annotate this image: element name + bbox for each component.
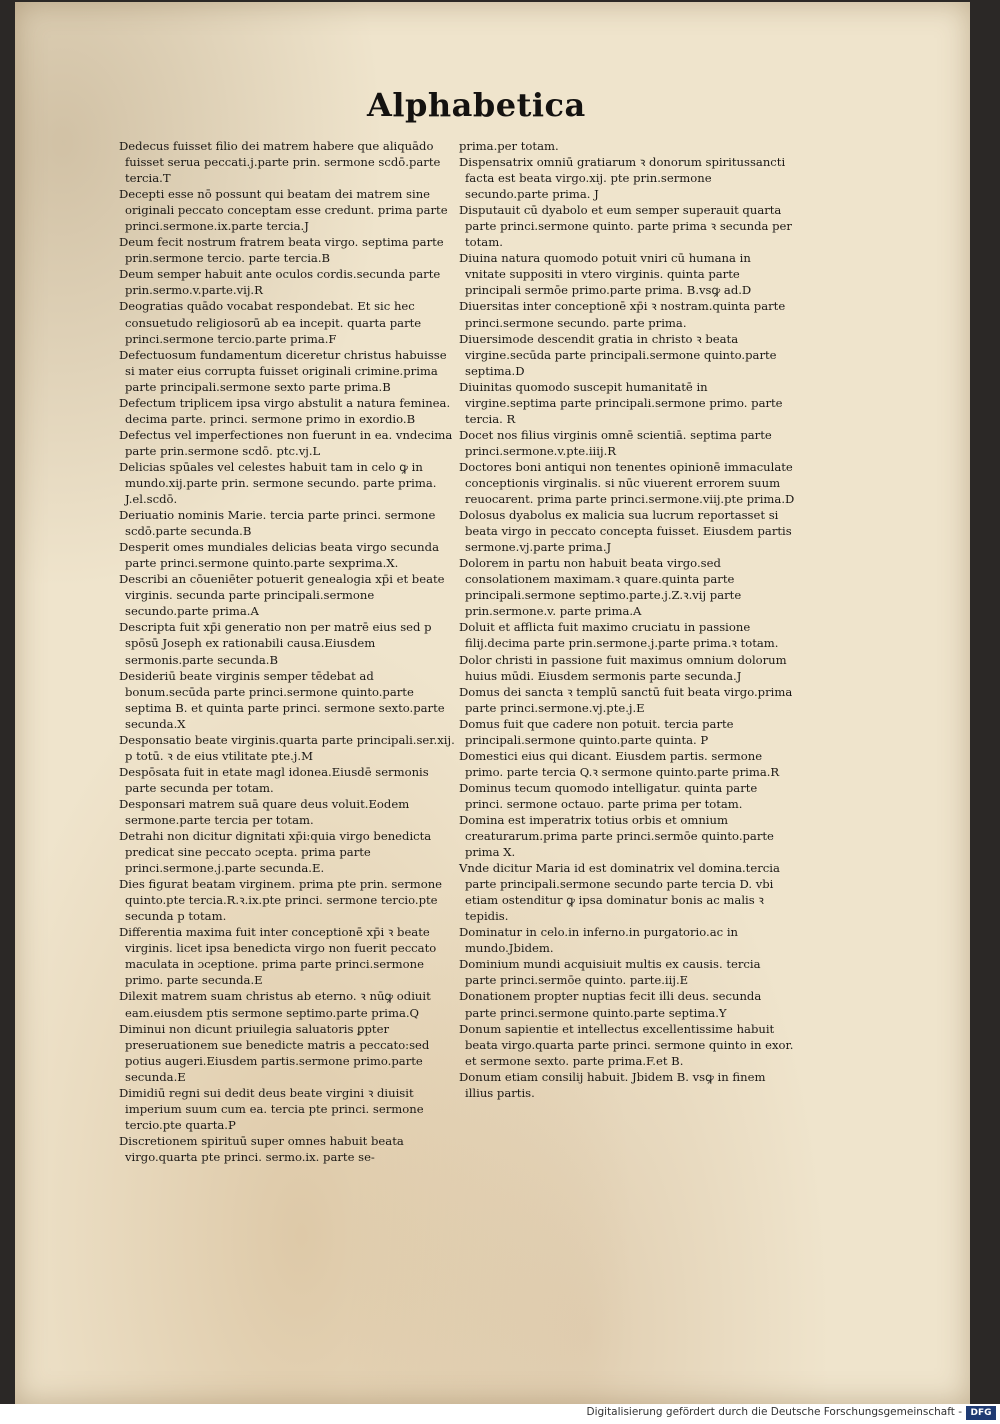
right-column [459, 138, 795, 1101]
index-entry: Dominatur in celo.in inferno.in purgatorio.ac in mundo.Jbidem. [459, 925, 738, 956]
index-entry: Diuersitas inter conceptionē xp̄i ꝛ nostram.quinta parte princi.sermone secundo. parte prima. [459, 299, 786, 330]
index-entry: Delicias spūales vel celestes habuit tam in celo ꝙ in mundo.xij.parte prin. sermone secundo. parte prima. J.el.scdō. [119, 459, 437, 507]
index-entry: Domestici eius qui dicant. Eiusdem partis. sermone primo. parte tercia Q.ꝛ sermone quinto.parte prima.R [459, 748, 780, 779]
index-entry: Diuina natura quomodo potuit vniri cū humana in vnitate suppositi in vtero virginis. quinta parte principali sermōe primo.parte prima. B.vsꝙ ad.D [459, 251, 752, 298]
index-entry: Defectum triplicem ipsa virgo abstulit a natura feminea. decima parte. princi. sermone primo in exordio.B [119, 395, 451, 426]
index-entry: Discretionem spirituū super omnes habuit beata virgo.quarta pte princi. sermo.ix. parte se- [119, 1133, 404, 1164]
index-entry: Dolor christi in passione fuit maximus omnium dolorum huius mūdi. Eiusdem sermonis parte secunda.J [459, 652, 787, 683]
index-entry: Dolorem in partu non habuit beata virgo.sed consolationem maximam.ꝛ quare.quinta parte principali.sermone septimo.parte.j.Z.ꝛ.vij parte prin.sermone.v. parte prima.A [459, 556, 742, 619]
index-entry: Domus fuit que cadere non potuit. tercia parte principali.sermone quinto.parte quinta. P [459, 716, 734, 747]
dfg-logo: DFG [966, 1406, 996, 1420]
index-entry: Describi an cōueniēter potuerit genealogia xp̄i et beate virginis. secunda parte principali.sermone secundo.parte prima.A [119, 572, 445, 619]
index-entry: Decepti esse nō possunt qui beatam dei matrem sine originali peccato conceptam esse credunt. prima parte princi.sermone.ix.parte tercia.J [119, 187, 448, 234]
left-column [119, 138, 457, 1165]
index-entry: Detrahi non dicitur dignitati xp̄i:quia virgo benedicta predicat sine peccato ɔcepta. prima parte princi.sermone.j.parte secunda.E. [119, 829, 432, 876]
index-entry: Desperit omes mundiales delicias beata virgo secunda parte princi.sermone quinto.parte sexprima.X. [119, 540, 439, 571]
index-entry: Dispensatrix omniū gratiarum ꝛ donorum spiritussancti facta est beata virgo.xij. pte prin.sermone secundo.parte prima. J [459, 155, 786, 202]
index-entry: Desponsatio beate virginis.quarta parte principali.ser.xij. p totū. ꝛ de eius vtilitate pte.j.M [119, 732, 455, 763]
footer-bar [0, 1404, 1000, 1424]
index-entry: Dolosus dyabolus ex malicia sua lucrum reportasset si beata virgo in peccato concepta fuisset. Eiusdem partis sermone.vj.parte prima.J [459, 508, 792, 555]
footer-credit: Digitalisierung gefördert durch die Deutsche Forschungsgemeinschaft - [586, 1406, 962, 1418]
index-entry: Donum sapientie et intellectus excellentissime habuit beata virgo.quarta parte princi. sermone quinto in exor. et sermone sexto. parte prima.F.et B. [459, 1021, 794, 1068]
index-entry: Differentia maxima fuit inter conceptionē xp̄i ꝛ beate virginis. licet ipsa benedicta virgo non fuerit peccato maculata in ɔceptione. prima parte princi.sermone primo. parte secunda.E [119, 925, 437, 988]
index-entry: Donationem propter nuptias fecit illi deus. secunda parte princi.sermone quinto.parte septima.Y [459, 989, 762, 1020]
index-entry: Donum etiam consilij habuit. Jbidem B. vsꝙ in finem illius partis. [459, 1069, 766, 1100]
index-entry: Diuinitas quomodo suscepit humanitatē in virgine.septima parte principali.sermone primo. parte tercia. R [459, 379, 783, 426]
index-entry: Defectuosum fundamentum diceretur christus habuisse si mater eius corrupta fuisset originali crimine.prima parte principali.sermone sexto parte prima.B [119, 347, 447, 394]
index-entry: Domina est imperatrix totius orbis et omnium creaturarum.prima parte princi.sermōe quinto.parte prima X. [459, 812, 774, 860]
index-entry: Doluit et afflicta fuit maximo cruciatu in passione filij.decima parte prin.sermone.j.parte prima.ꝛ totam. [459, 620, 779, 651]
page-heading: Alphabetica [367, 86, 586, 124]
index-entry: Dominus tecum quomodo intelligatur. quinta parte princi. sermone octauo. parte prima per totam. [459, 780, 758, 811]
index-entry: Despōsata fuit in etate magl idonea.Eiusdē sermonis parte secunda per totam. [119, 764, 429, 795]
scanned-page [15, 2, 970, 1404]
index-entry: Dominium mundi acquisiuit multis ex causis. tercia parte princi.sermōe quinto. parte.iij.E [459, 957, 761, 988]
index-entry: Docet nos filius virginis omnē scientiā. septima parte princi.sermone.v.pte.iiij.R [459, 427, 772, 458]
index-entry: Dedecus fuisset filio dei matrem habere que aliquādo fuisset serua peccati.j.parte prin. sermone scdō.parte tercia.T [119, 139, 441, 186]
index-entry: Deum semper habuit ante oculos cordis.secunda parte prin.sermo.v.parte.vij.R [119, 267, 441, 298]
index-entry: Dilexit matrem suam christus ab eterno. ꝛ nūꝙ odiuit eam.eiusdem ptis sermone septimo.parte prima.Q [119, 989, 431, 1020]
index-entry: Diuersimode descendit gratia in christo ꝛ beata virgine.secūda parte principali.sermone quinto.parte septima.D [459, 331, 777, 378]
index-entry: Domus dei sancta ꝛ templū sanctū fuit beata virgo.prima parte princi.sermone.vj.pte.j.E [459, 684, 793, 715]
index-entry: Desideriū beate virginis semper tēdebat ad bonum.secūda parte princi.sermone quinto.parte septima B. et quinta parte princi. sermone sexto.parte secunda.X [119, 668, 445, 731]
index-entry: Deum fecit nostrum fratrem beata virgo. septima parte prin.sermone tercio. parte tercia.B [119, 235, 444, 266]
index-entry: Disputauit cū dyabolo et eum semper superauit quarta parte princi.sermone quinto. parte prima ꝛ secunda per totam. [459, 203, 792, 250]
index-entry: Dimidiū regni sui dedit deus beate virgini ꝛ diuisit imperium suum cum ea. tercia pte princi. sermone tercio.pte quarta.P [119, 1085, 424, 1132]
index-entry: Deogratias quādo vocabat respondebat. Et sic hec consuetudo religiosorū ab ea incepit. quarta parte princi.sermone tercio.parte prima.F [119, 299, 422, 346]
index-entry: prima.per totam. [459, 139, 559, 153]
index-entry: Descripta fuit xp̄i generatio non per matrē eius sed p spōsū Joseph ex rationabili causa.Eiusdem sermonis.parte secunda.B [119, 620, 432, 667]
index-entry: Dies figurat beatam virginem. prima pte prin. sermone quinto.pte tercia.R.ꝛ.ix.pte princi. sermone tercio.pte secunda p totam. [119, 877, 443, 924]
index-entry: Diminui non dicunt priuilegia saluatoris ꝑpter preseruationem sue benedicte matris a peccato:sed potius augeri.Eiusdem partis.sermone primo.parte secunda.E [119, 1021, 430, 1084]
index-entry: Doctores boni antiqui non tenentes opinionē immaculate conceptionis virginalis. si nūc viuerent errorem suum reuocarent. prima parte princi.sermone.viij.pte prima.D [459, 459, 795, 507]
index-entry: Vnde dicitur Maria id est dominatrix vel domina.tercia parte principali.sermone secundo parte tercia D. vbi etiam ostenditur ꝙ ipsa dominatur bonis ac malis ꝛ tepidis. [459, 861, 780, 924]
index-entry: Deriuatio nominis Marie. tercia parte princi. sermone scdō.parte secunda.B [119, 508, 436, 539]
index-entry: Defectus vel imperfectiones non fuerunt in ea. vndecima parte prin.sermone scdō. ptc.vj.L [119, 427, 453, 458]
index-entry: Desponsari matrem suā quare deus voluit.Eodem sermone.parte tercia per totam. [119, 796, 410, 827]
